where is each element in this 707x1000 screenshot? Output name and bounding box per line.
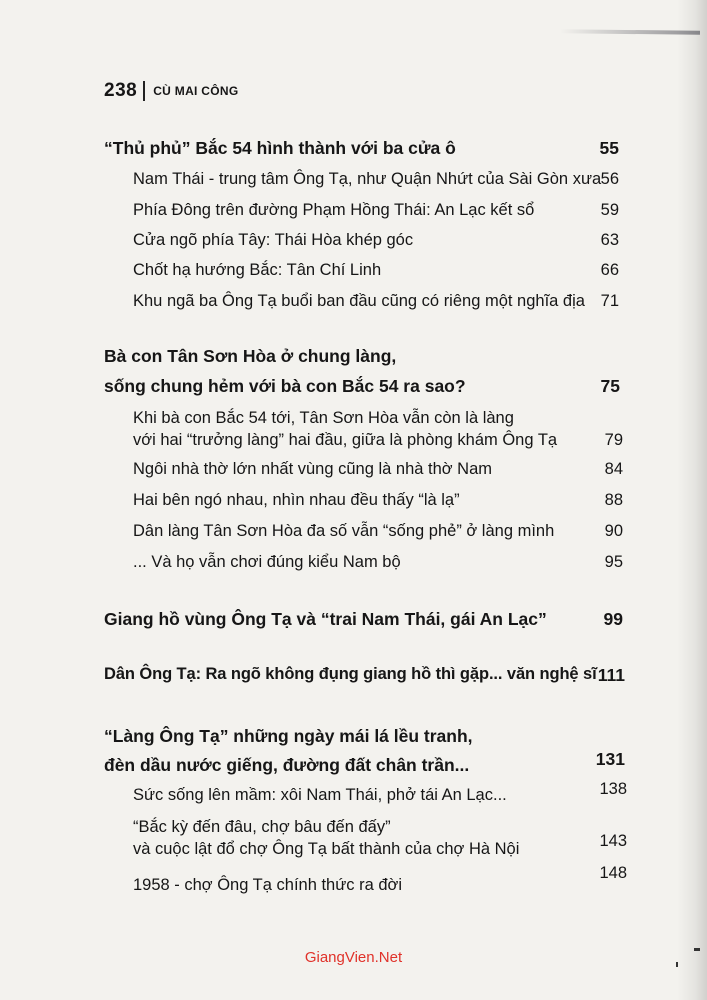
toc-page-number: 63 [600, 231, 619, 249]
toc-entry-title: Sức sống lên mầm: xôi Nam Thái, phở tái An Lạc... [133, 786, 507, 804]
toc-page-number: 79 [604, 431, 623, 449]
toc-entry-title: Dân làng Tân Sơn Hòa đa số vẫn “sống phẻ” ở làng mình [133, 522, 555, 540]
page-number: 238 [104, 80, 138, 101]
toc-entry-title: Nam Thái - trung tâm Ông Tạ, như Quận Nhứt của Sài Gòn xưa [133, 170, 602, 188]
toc-page-number: 71 [600, 292, 619, 310]
toc-chapter-title: Dân Ông Tạ: Ra ngõ không đụng giang hồ thì gặp... văn nghệ sĩ [104, 665, 597, 683]
author-name: CÙ MAI CÔNG [153, 84, 239, 98]
toc-entry-title-line: “Bắc kỳ đến đâu, chợ bâu đến đấy” [133, 818, 391, 836]
toc-page-number: 95 [604, 553, 623, 571]
toc-page-number: 148 [599, 864, 627, 882]
page-edge-shadow [560, 29, 700, 34]
toc-entry-title: Ngôi nhà thờ lớn nhất vùng cũng là nhà thờ Nam [133, 460, 493, 478]
toc-entry-title: Chốt hạ hướng Bắc: Tân Chí Linh [133, 261, 382, 279]
watermark: GiangVien.Net [304, 949, 403, 966]
toc-page-number: 99 [603, 609, 623, 629]
toc-entry-title: 1958 - chợ Ông Tạ chính thức ra đời [133, 876, 403, 894]
toc-page-number: 66 [600, 261, 619, 279]
toc-entry-title-line: với hai “trưởng làng” hai đầu, giữa là phòng khám Ông Tạ [133, 431, 558, 449]
toc-entry-title-line: Khi bà con Bắc 54 tới, Tân Sơn Hòa vẫn còn là làng [133, 409, 514, 427]
toc-page-number: 138 [599, 780, 627, 798]
toc-page-number: 111 [597, 665, 625, 685]
scan-mark [694, 948, 700, 951]
toc-entry-title: Phía Đông trên đường Phạm Hồng Thái: An Lạc kết sổ [133, 201, 535, 219]
toc-page-number: 56 [600, 170, 619, 188]
toc-entry-title: Hai bên ngó nhau, nhìn nhau đều thấy “là lạ” [133, 491, 460, 509]
toc-entry-title: Khu ngã ba Ông Tạ buổi ban đầu cũng có riêng một nghĩa địa [133, 292, 585, 310]
toc-entry-title: ... Và họ vẫn chơi đúng kiểu Nam bộ [133, 553, 401, 571]
toc-page-number: 131 [595, 749, 625, 769]
toc-entry-title-line: và cuộc lật đổ chợ Ông Tạ bất thành của chợ Hà Nội [133, 840, 520, 858]
page-shadow [677, 0, 707, 1000]
toc-page-number: 90 [604, 522, 623, 540]
toc-page-number: 75 [600, 376, 620, 396]
toc-chapter-title: “Thủ phủ” Bắc 54 hình thành với ba cửa ô [104, 138, 456, 158]
toc-page-number: 55 [599, 138, 619, 158]
toc-chapter-title-line: Bà con Tân Sơn Hòa ở chung làng, [104, 346, 397, 366]
toc-chapter-title-line: “Làng Ông Tạ” những ngày mái lá lều tranh, [104, 726, 473, 746]
header-separator [143, 81, 145, 101]
toc-chapter-title-line: sống chung hẻm với bà con Bắc 54 ra sao? [104, 376, 466, 396]
toc-chapter-title-line: đèn dầu nước giếng, đường đất chân trần... [104, 755, 470, 775]
toc-page-number: 84 [604, 460, 623, 478]
running-head [104, 80, 239, 102]
toc-chapter-title: Giang hồ vùng Ông Tạ và “trai Nam Thái, gái An Lạc” [104, 609, 547, 629]
toc-page-number: 88 [604, 491, 623, 509]
toc-page-number: 143 [599, 832, 627, 850]
toc-entry-title: Cửa ngõ phía Tây: Thái Hòa khép góc [133, 231, 414, 249]
scan-mark [676, 962, 678, 967]
toc-page-number: 59 [600, 201, 619, 219]
